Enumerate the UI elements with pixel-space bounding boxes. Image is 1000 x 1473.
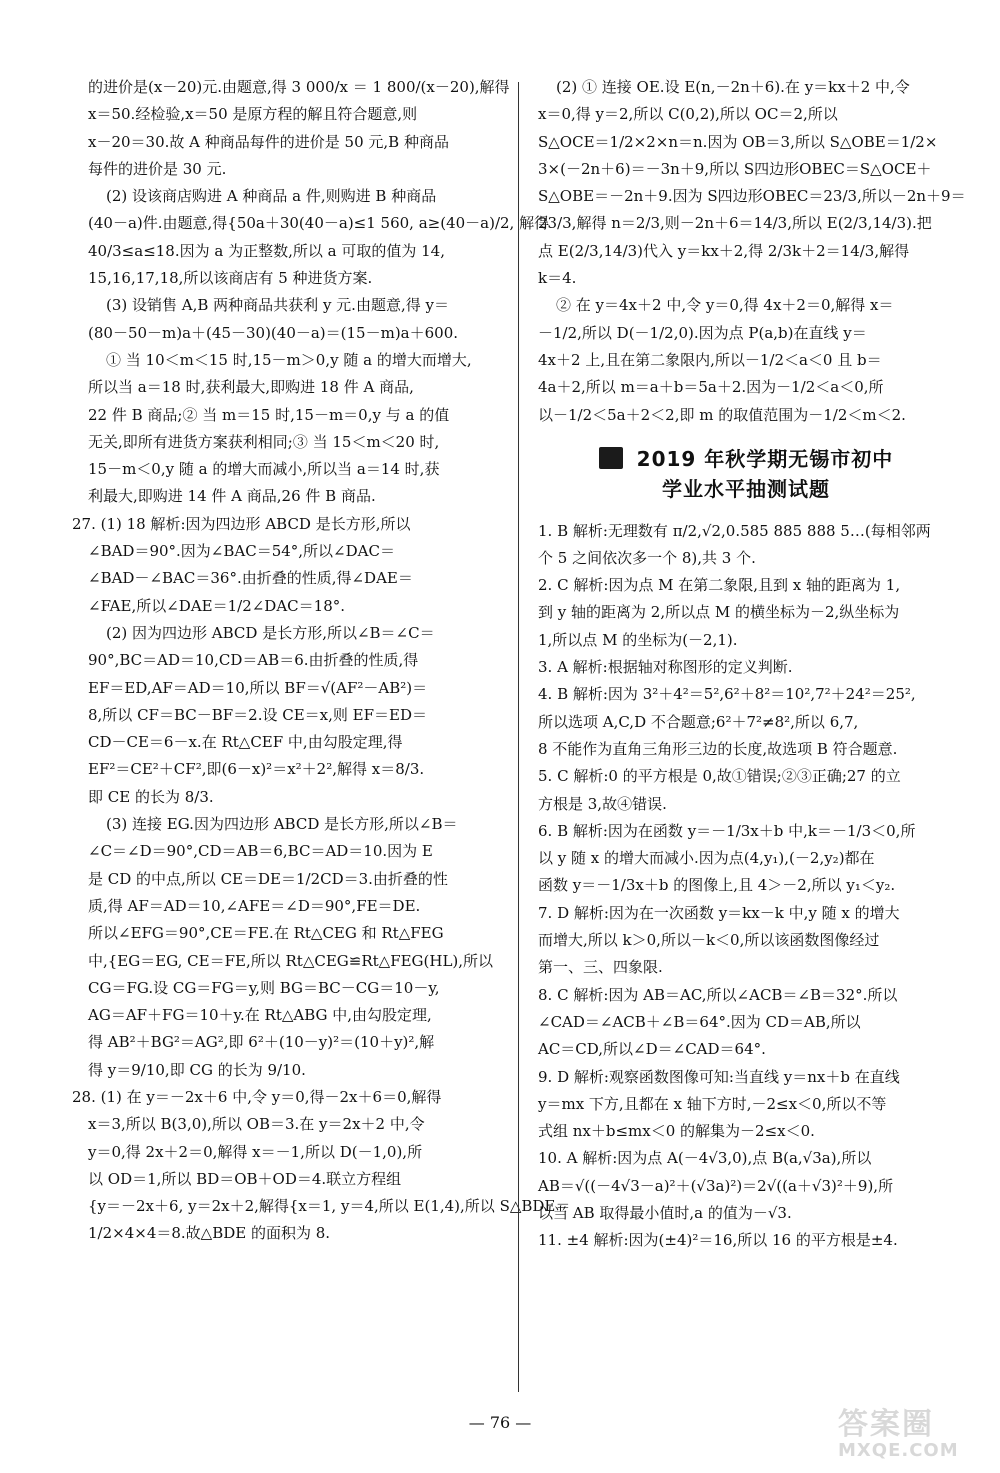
text-line: 的进价是(x－20)元.由题意,得 3 000/x ＝ 1 800/(x－20),解得 [88, 78, 510, 96]
right-column [538, 78, 966, 1259]
text-line: (40－a)件.由题意,得{50a＋30(40－a)≤1 560, a≥(40－a)/2, 解得 [88, 214, 550, 233]
text-line: ∠FAE,所以∠DAE＝1/2∠DAC＝18°. [88, 596, 345, 615]
text-line: 方根是 3,故④错误. [538, 794, 667, 813]
text-line: 到 y 轴的距离为 2,所以点 M 的横坐标为－2,纵坐标为 [538, 603, 900, 622]
section-heading-line-2: 学业水平抽测试题 [662, 476, 830, 501]
text-line: 4x＋2 上,且在第二象限内,所以－1/2＜a＜0 且 b＝ [538, 350, 882, 369]
text-line: (3) 设销售 A,B 两种商品共获利 y 元.由题意,得 y＝ [106, 296, 449, 315]
answer-5: 5. C 解析:0 的平方根是 0,故①错误;②③正确;27 的立 [538, 767, 901, 786]
text-line: 个 5 之间依次多一个 8),共 3 个. [538, 548, 756, 567]
text-line: (2) ① 连接 OE.设 E(n,－2n＋6).在 y＝kx＋2 中,令 [556, 78, 910, 96]
watermark [838, 1409, 988, 1463]
text-line: x－20＝30.故 A 种商品每件的进价是 50 元,B 种商品 [88, 132, 449, 151]
answer-8: 8. C 解析:因为 AB＝AC,所以∠ACB＝∠B＝32°.所以 [538, 985, 898, 1004]
answer-7: 7. D 解析:因为在一次函数 y＝kx－k 中,y 随 x 的增大 [538, 903, 900, 922]
text-line: 所以当 a＝18 时,获利最大,即购进 18 件 A 商品, [88, 378, 414, 397]
answer-1: 1. B 解析:无理数有 π/2,√2,0.585 885 888 5…(每相邻两 [538, 521, 931, 540]
text-line: k＝4. [538, 269, 577, 288]
text-line: 以 OD＝1,所以 BD＝OB＋OD＝4.联立方程组 [88, 1169, 402, 1188]
text-line: AC＝CD,所以∠D＝∠CAD＝64°. [538, 1040, 766, 1059]
text-line: 15－m＜0,y 随 a 的增大而减小,所以当 a＝14 时,获 [88, 460, 440, 479]
text-line: ① 当 10＜m＜15 时,15－m＞0,y 随 a 的增大而增大, [106, 350, 472, 369]
section-heading-text-1: 2019 年秋学期无锡市初中 [636, 446, 894, 471]
text-line: S△OBE＝－2n＋9.因为 S四边形OBEC＝23/3,所以－2n＋9＝ [538, 187, 966, 206]
text-line: x＝50.经检验,x＝50 是原方程的解且符合题意,则 [88, 105, 418, 124]
text-line: 无关,即所有进货方案获利相同;③ 当 15＜m＜20 时, [88, 432, 440, 451]
text-line: 点 E(2/3,14/3)代入 y＝kx＋2,得 2/3k＋2＝14/3,解得 [538, 241, 910, 260]
question-28: 28. (1) 在 y＝－2x＋6 中,令 y＝0,得－2x＋6＝0,解得 [72, 1087, 442, 1106]
text-line: 所以∠EFG＝90°,CE＝FE.在 Rt△CEG 和 Rt△FEG [88, 924, 444, 943]
text-line: 每件的进价是 30 元. [88, 159, 227, 178]
text-line: 得 y＝9/10,即 CG 的长为 9/10. [88, 1060, 306, 1079]
text-line: 得 AB²＋BG²＝AG²,即 6²＋(10－y)²＝(10＋y)²,解 [88, 1033, 435, 1052]
text-line: 式组 nx＋b≤mx＜0 的解集为－2≤x＜0. [538, 1122, 815, 1141]
text-line: 函数 y＝－1/3x＋b 的图像上,且 4＞－2,所以 y₁＜y₂. [538, 876, 896, 895]
text-line: AG＝AF＋FG＝10＋y.在 Rt△ABG 中,由勾股定理, [88, 1006, 432, 1025]
text-line: 第一、三、四象限. [538, 958, 663, 977]
text-line: 15,16,17,18,所以该商店有 5 种进货方案. [88, 269, 373, 288]
watermark-site: MXQE.COM [838, 1440, 959, 1461]
answer-6: 6. B 解析:因为在函数 y＝－1/3x＋b 中,k＝－1/3＜0,所 [538, 821, 916, 840]
text-line: 所以选项 A,C,D 不合题意;6²＋7²≠8²,所以 6,7, [538, 712, 859, 731]
section-marker-icon [599, 447, 623, 469]
text-line: 3×(－2n＋6)＝－3n＋9,所以 S四边形OBEC＝S△OCE＋ [538, 159, 932, 178]
text-line: 利最大,即购进 14 件 A 商品,26 件 B 商品. [88, 487, 376, 506]
text-line: 中,{EG＝EG, CE＝FE,所以 Rt△CEG≌Rt△FEG(HL),所以 [88, 951, 494, 970]
page-number: — 76 — [468, 1413, 532, 1432]
text-line: CD－CE＝6－x.在 Rt△CEF 中,由勾股定理,得 [88, 733, 403, 752]
text-line: EF＝ED,AF＝AD＝10,所以 BF＝√(AF²－AB²)＝ [88, 678, 428, 697]
text-line: 90°,BC＝AD＝10,CD＝AB＝6.由折叠的性质,得 [88, 651, 419, 670]
text-line: (2) 因为四边形 ABCD 是长方形,所以∠B＝∠C＝ [106, 623, 435, 642]
answer-2: 2. C 解析:因为点 M 在第二象限,且到 x 轴的距离为 1, [538, 576, 901, 595]
text-line: 4a＋2,所以 m＝a＋b＝5a＋2.因为－1/2＜a＜0,所 [538, 378, 884, 397]
text-line: EF²＝CE²＋CF²,即(6－x)²＝x²＋2²,解得 x＝8/3. [88, 760, 425, 779]
text-line: (2) 设该商店购进 A 种商品 a 件,则购进 B 种商品 [106, 187, 437, 206]
text-line: ∠BAD－∠BAC＝36°.由折叠的性质,得∠DAE＝ [88, 569, 413, 588]
watermark-logo: 答案圈 [838, 1407, 934, 1442]
text-line: ∠CAD＝∠ACB＋∠B＝64°.因为 CD＝AB,所以 [538, 1012, 861, 1031]
section-heading-line-1 [538, 444, 954, 474]
text-line: CG＝FG.设 CG＝FG＝y,则 BG＝BC－CG＝10－y, [88, 978, 440, 997]
text-line: AB＝√((－4√3－a)²＋(√3a)²)＝2√((a＋√3)²＋9),所 [538, 1176, 894, 1195]
text-line: 8 不能作为直角三角形三边的长度,故选项 B 符合题意. [538, 739, 898, 758]
text-line: (3) 连接 EG.因为四边形 ABCD 是长方形,所以∠B＝ [106, 815, 458, 834]
text-line: (80－50－m)a＋(45－30)(40－a)＝(15－m)a＋600. [88, 323, 459, 342]
text-line: y＝0,得 2x＋2＝0,解得 x＝－1,所以 D(－1,0),所 [88, 1142, 423, 1161]
section-heading [538, 444, 954, 504]
text-line: ∠BAD＝90°.因为∠BAC＝54°,所以∠DAC＝ [88, 542, 395, 561]
text-line: 8,所以 CF＝BC－BF＝2.设 CE＝x,则 EF＝ED＝ [88, 705, 428, 724]
text-line: 22 件 B 商品;② 当 m＝15 时,15－m＝0,y 与 a 的值 [88, 405, 450, 424]
text-line: 40/3≤a≤18.因为 a 为正整数,所以 a 可取的值为 14, [88, 241, 445, 260]
text-line: ∠C＝∠D＝90°,CD＝AB＝6,BC＝AD＝10.因为 E [88, 842, 433, 861]
answer-10: 10. A 解析:因为点 A(－4√3,0),点 B(a,√3a),所以 [538, 1149, 872, 1168]
text-line: 23/3,解得 n＝2/3,则－2n＋6＝14/3,所以 E(2/3,14/3).把 [538, 214, 932, 233]
answer-3: 3. A 解析:根据轴对称图形的定义判断. [538, 658, 793, 677]
text-line: x＝0,得 y＝2,所以 C(0,2),所以 OC＝2,所以 [538, 105, 838, 124]
text-line: 以当 AB 取得最小值时,a 的值为－√3. [538, 1203, 792, 1222]
text-line: 以－1/2＜5a＋2＜2,即 m 的取值范围为－1/2＜m＜2. [538, 405, 906, 424]
text-line: y＝mx 下方,且都在 x 轴下方时,－2≤x＜0,所以不等 [538, 1094, 887, 1113]
answer-9: 9. D 解析:观察函数图像可知:当直线 y＝nx＋b 在直线 [538, 1067, 900, 1086]
text-line: {y＝－2x＋6, y＝2x＋2,解得{x＝1, y＝4,所以 E(1,4),所以 S△BDE＝ [88, 1197, 571, 1216]
text-line: 而增大,所以 k＞0,所以－k＜0,所以该函数图像经过 [538, 931, 880, 950]
text-line: 即 CE 的长为 8/3. [88, 787, 214, 806]
text-line: 质,得 AF＝AD＝10,∠AFE＝∠D＝90°,FE＝DE. [88, 896, 421, 915]
column-divider [518, 82, 519, 1392]
answer-4: 4. B 解析:因为 3²＋4²＝5²,6²＋8²＝10²,7²＋24²＝25², [538, 685, 916, 704]
text-line: x＝3,所以 B(3,0),所以 OB＝3.在 y＝2x＋2 中,令 [88, 1115, 425, 1134]
answer-11: 11. ±4 解析:因为(±4)²＝16,所以 16 的平方根是±4. [538, 1231, 898, 1250]
text-line: －1/2,所以 D(－1/2,0).因为点 P(a,b)在直线 y＝ [538, 323, 867, 342]
question-27: 27. (1) 18 解析:因为四边形 ABCD 是长方形,所以 [72, 514, 411, 533]
text-line: 1,所以点 M 的坐标为(－2,1). [538, 630, 738, 649]
text-line: 是 CD 的中点,所以 CE＝DE＝1/2CD＝3.由折叠的性 [88, 869, 448, 888]
text-line: 1/2×4×4＝8.故△BDE 的面积为 8. [88, 1224, 331, 1243]
text-line: 以 y 随 x 的增大而减小.因为点(4,y₁),(－2,y₂)都在 [538, 849, 875, 868]
text-line: ② 在 y＝4x＋2 中,令 y＝0,得 4x＋2＝0,解得 x＝ [556, 296, 894, 315]
text-line: S△OCE＝1/2×2×n＝n.因为 OB＝3,所以 S△OBE＝1/2× [538, 132, 938, 151]
